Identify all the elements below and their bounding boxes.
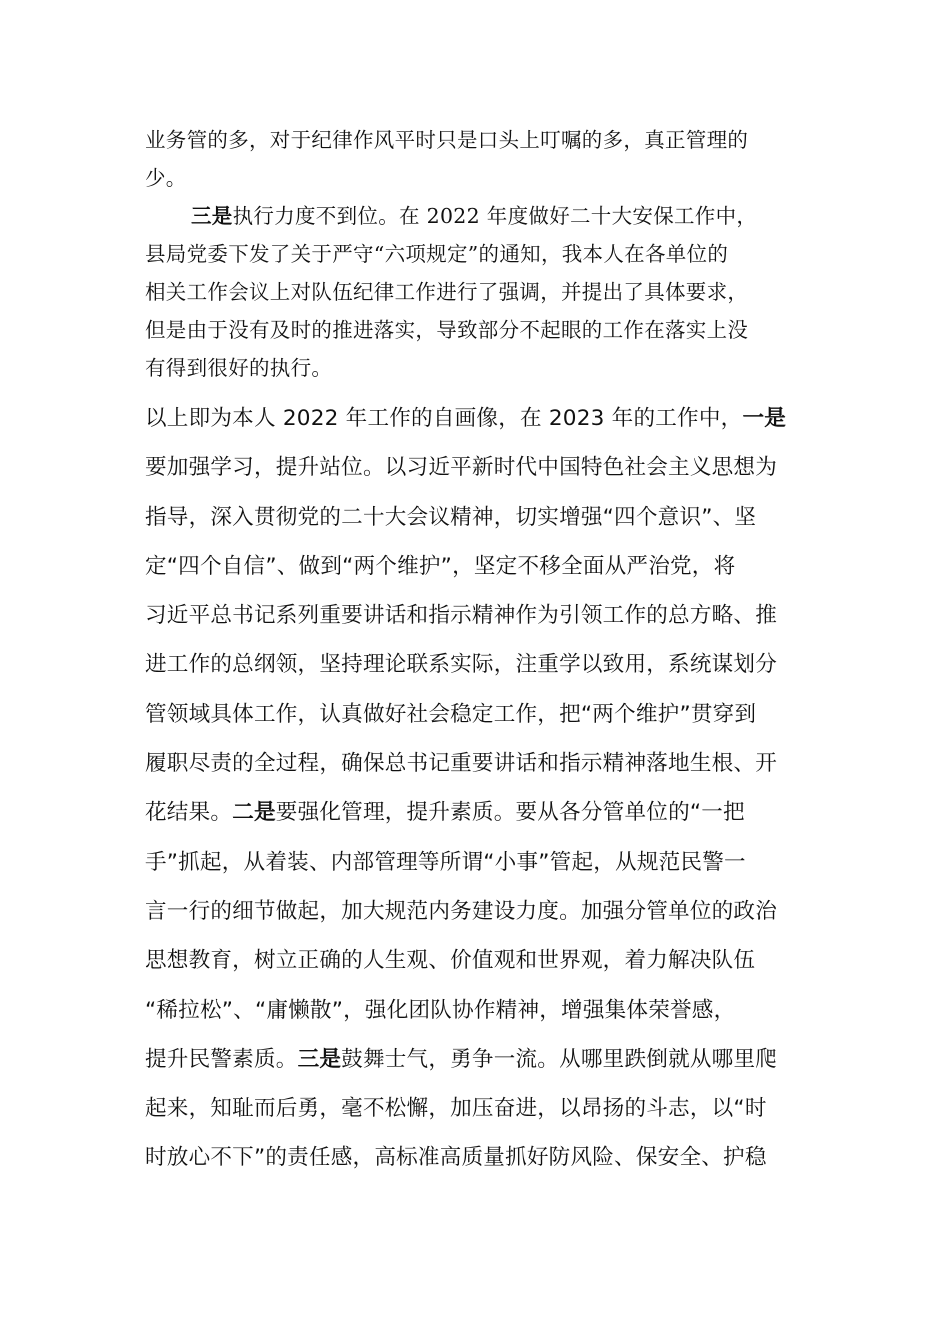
text-line: 言一行的细节做起，加大规范内务建设力度。加强分管单位的政治 [145, 898, 778, 924]
text-line: 少。 [145, 166, 187, 190]
text-line: 时放心不下”的责任感，高标准高质量抓好防风险、保安全、护稳 [145, 1145, 767, 1171]
text-line: 业务管的多，对于纪律作风平时只是口头上叮嘱的多，真正管理的 [145, 128, 749, 152]
text-line: 手”抓起，从着装、内部管理等所谓“小事”管起，从规范民警一 [145, 849, 746, 875]
paragraph-execution [145, 197, 825, 387]
text-line: 管领域具体工作，认真做好社会稳定工作，把“两个维护”贯穿到 [145, 701, 757, 727]
serif-text-block [145, 121, 825, 387]
text-line: 习近平总书记系列重要讲话和指示精神作为引领工作的总方略、推 [145, 603, 778, 629]
lead-phrase-three-2023: 三是 [297, 1046, 342, 1072]
text-line: “稀拉松”、“庸懒散”，强化团队协作精神，增强集体荣誉感， [145, 997, 736, 1023]
sans-text-block [145, 394, 810, 1183]
text-line: 起来，知耻而后勇，毫不松懈，加压奋进，以昂扬的斗志，以“时 [145, 1096, 767, 1122]
text-line: 执行力度不到位。在 2022 年度做好二十大安保工作中， [232, 204, 758, 228]
paragraph-discipline-management [145, 121, 825, 197]
text-line: 花结果。 [145, 800, 233, 826]
text-line: 思想教育，树立正确的人生观、价值观和世界观，着力解决队伍 [145, 948, 756, 974]
paragraph-2023-plan [145, 394, 810, 1183]
text-line: 但是由于没有及时的推进落实，导致部分不起眼的工作在落实上没 [145, 318, 749, 342]
text-line: 要强化管理，提升素质。要从各分管单位的“一把 [275, 800, 745, 826]
text-line: 县局党委下发了关于严守“六项规定”的通知，我本人在各单位的 [145, 242, 729, 266]
text-line: 定“四个自信”、做到“两个维护”，坚定不移全面从严治党，将 [145, 553, 736, 579]
text-line: 鼓舞士气，勇争一流。从哪里跌倒就从哪里爬 [341, 1046, 778, 1072]
text-line: 指导，深入贯彻党的二十大会议精神，切实增强“四个意识”、坚 [145, 504, 757, 530]
text-line: 相关工作会议上对队伍纪律工作进行了强调，并提出了具体要求， [145, 280, 749, 304]
text-line: 以上即为本人 2022 年工作的自画像，在 2023 年的工作中， [145, 406, 743, 431]
lead-phrase-one: 一是 [742, 406, 787, 431]
text-line: 提升民警素质。 [145, 1046, 298, 1072]
lead-phrase-two: 二是 [232, 800, 276, 826]
text-line: 有得到很好的执行。 [145, 356, 333, 380]
lead-phrase-three: 三是 [191, 204, 233, 228]
text-line: 要加强学习，提升站位。以习近平新时代中国特色社会主义思想为 [145, 455, 778, 481]
text-line: 进工作的总纲领，坚持理论联系实际，注重学以致用，系统谋划分 [145, 652, 778, 678]
text-line: 履职尽责的全过程，确保总书记重要讲话和指示精神落地生根、开 [145, 751, 778, 777]
